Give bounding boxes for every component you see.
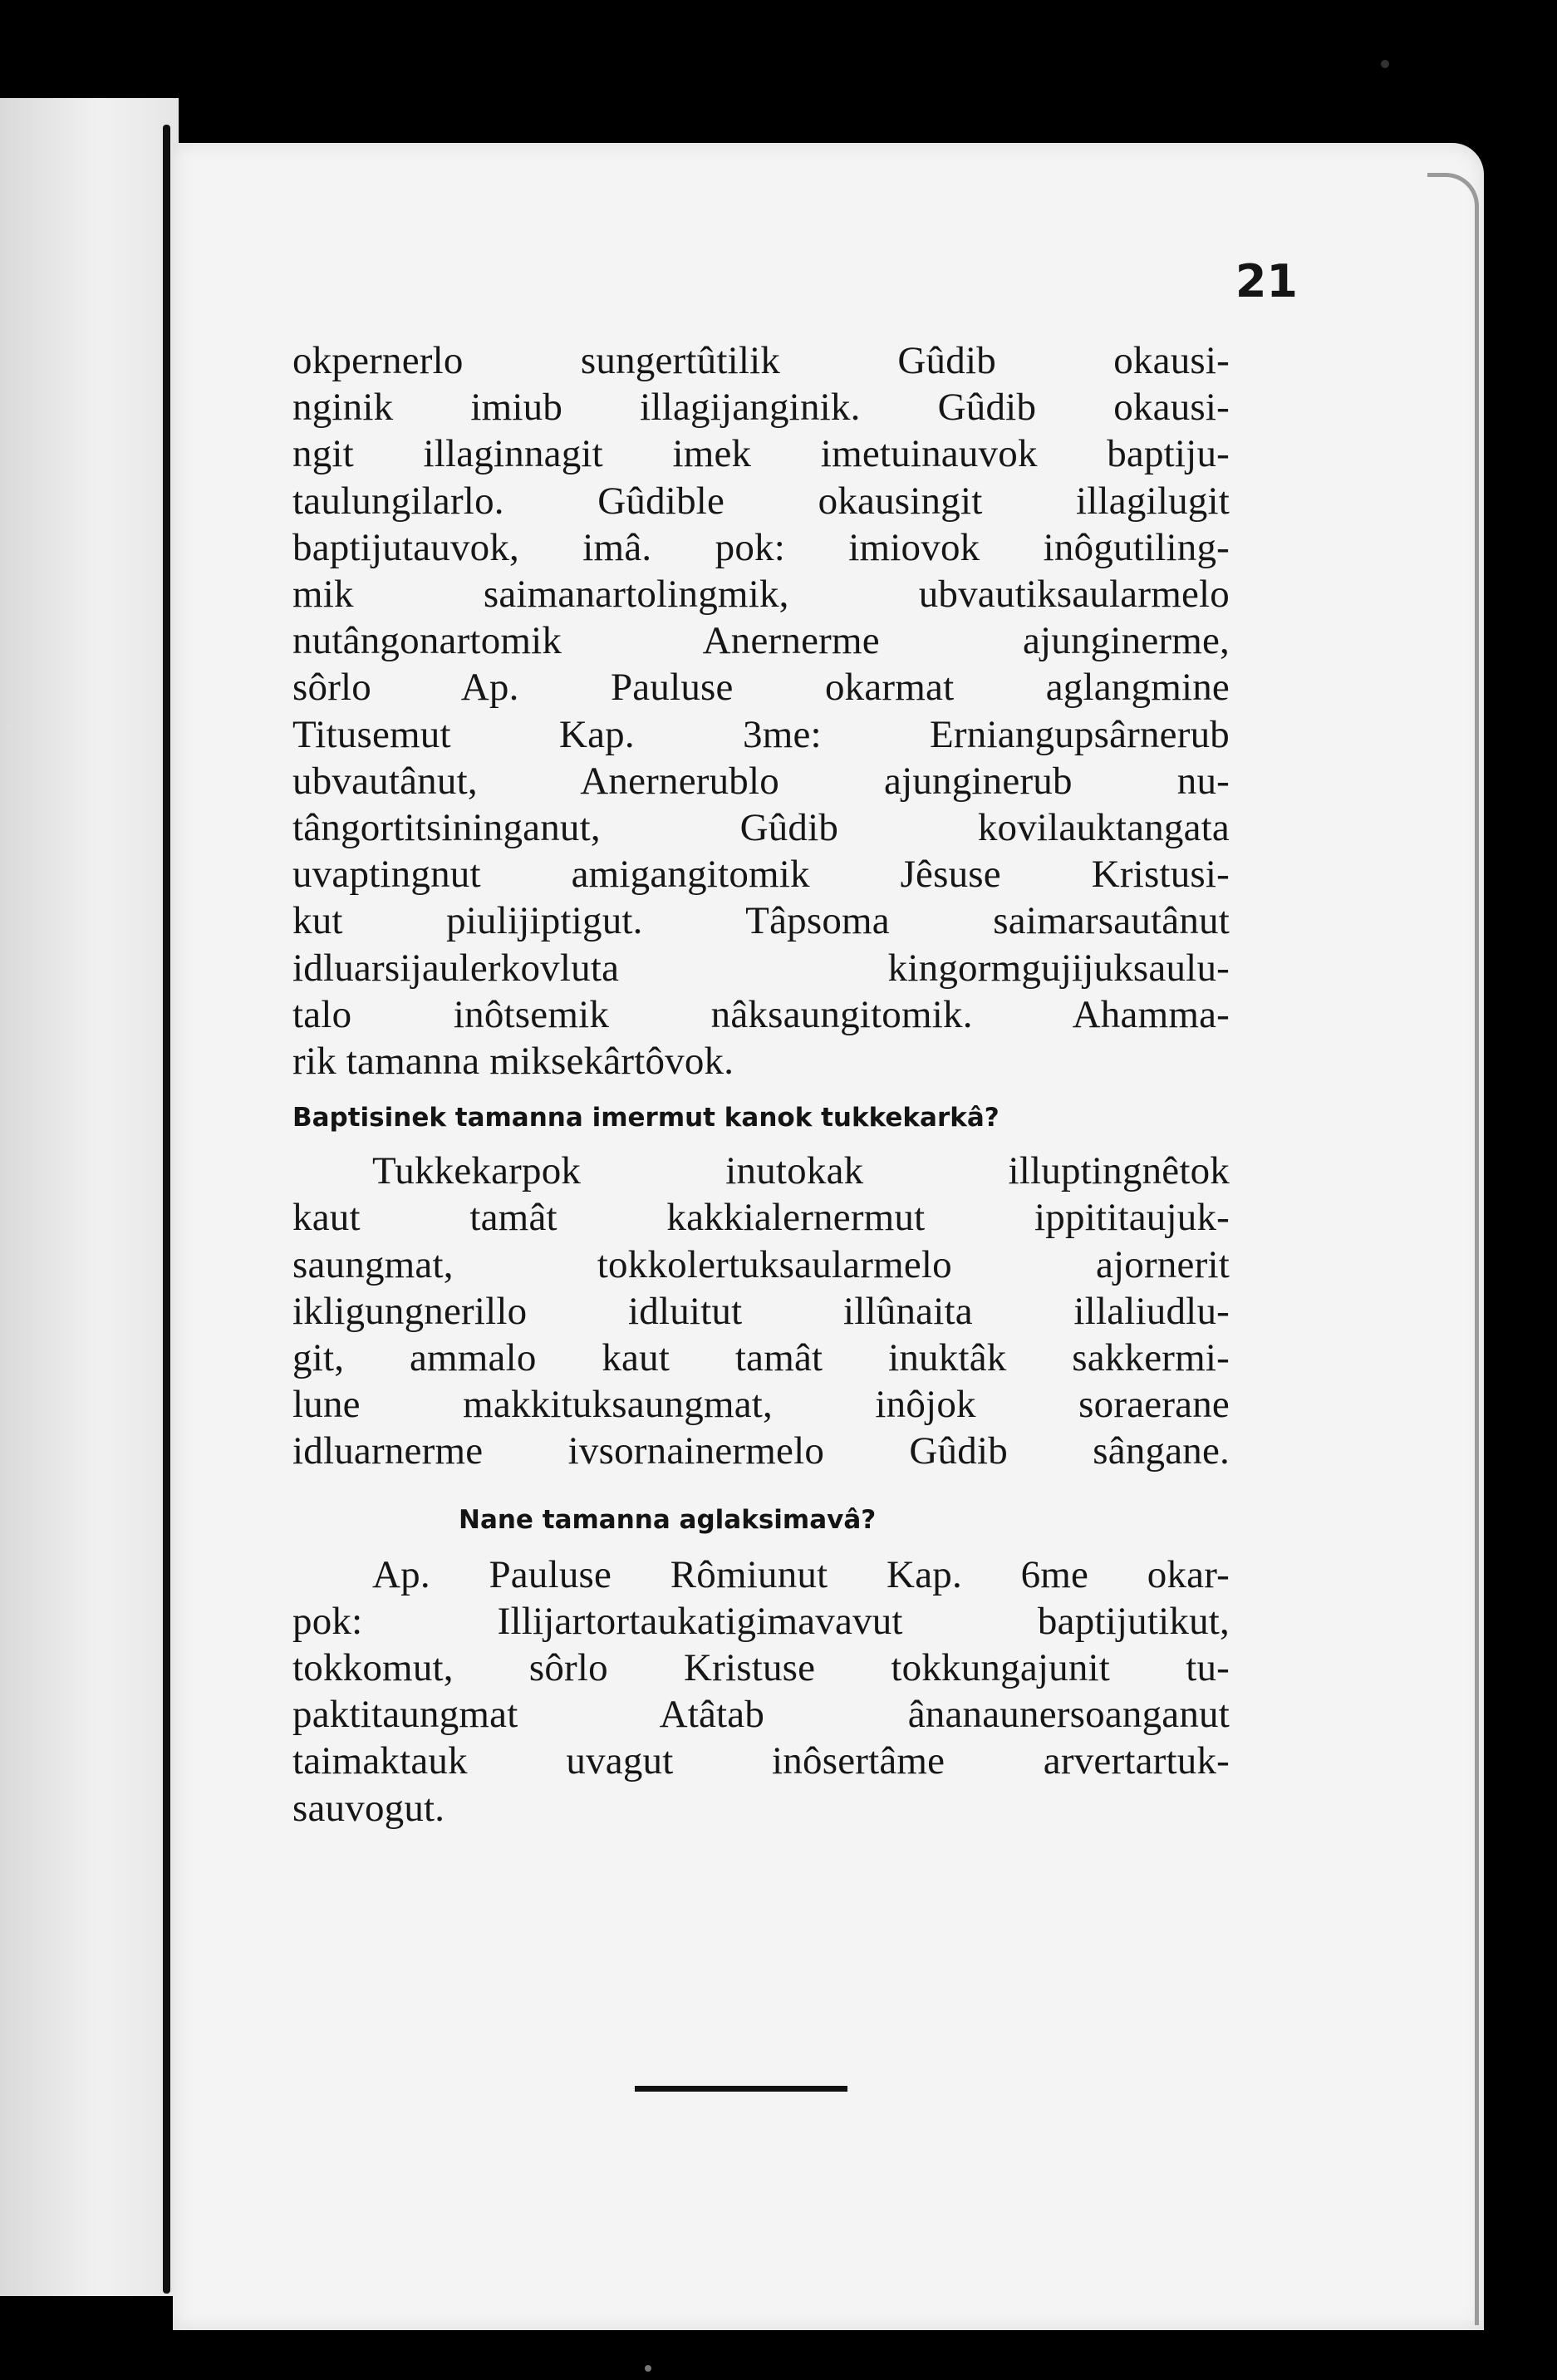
text-line: talo inôtsemik nâksaungitomik. Ahamma-: [292, 992, 1230, 1036]
text-line: sauvogut.: [292, 1786, 445, 1830]
text-line: saungmat, tokkolertuksaularmelo ajornerit: [292, 1242, 1230, 1286]
text-line: kut piulijiptigut. Tâpsoma saimarsautânut: [292, 899, 1230, 943]
text-line: Ap. Pauluse Rômiunut Kap. 6me okar-: [372, 1552, 1230, 1596]
scan-speck: [1381, 60, 1389, 68]
text-line: Titusemut Kap. 3me: Erniangupsârnerub: [292, 712, 1230, 756]
text-line: idluarnerme ivsornainermelo Gûdib sângane.: [292, 1429, 1230, 1473]
text-line: uvaptingnut amigangitomik Jêsuse Kristusi-: [292, 853, 1230, 897]
text-line: pok: Illijartortaukatigimavavut baptijutikut,: [292, 1599, 1230, 1643]
facing-page-strip: [0, 98, 179, 2296]
text-line: paktitaungmat Atâtab ânanaunersoanganut: [292, 1693, 1230, 1737]
question-heading-2: Nane tamanna aglaksimavâ?: [459, 1504, 877, 1535]
book-binding-edge: [163, 125, 170, 2294]
text-line: nutângonartomik Anernerme ajunginerme,: [292, 619, 1230, 663]
text-line: ubvautânut, Anernerublo ajunginerub nu-: [292, 759, 1230, 803]
question-heading-1: Baptisinek tamanna imermut kanok tukkekarkâ?: [292, 1103, 1000, 1133]
text-line: taimaktauk uvagut inôsertâme arvertartuk-: [292, 1739, 1230, 1783]
scan-speck: [645, 2365, 651, 2372]
text-line: sôrlo Ap. Pauluse okarmat aglangmine: [292, 666, 1230, 710]
text-line: rik tamanna miksekârtôvok.: [292, 1040, 734, 1084]
page-number: 21: [1235, 255, 1298, 307]
text-line: okpernerlo sungertûtilik Gûdib okausi-: [292, 339, 1230, 382]
text-line: baptijutauvok, imâ. pok: imiovok inôgutiling-: [292, 525, 1230, 569]
text-line: tokkomut, sôrlo Kristuse tokkungajunit tu-: [292, 1646, 1230, 1690]
text-line: taulungilarlo. Gûdible okausingit illagilugit: [292, 479, 1230, 523]
paragraph-1: [292, 337, 1230, 1084]
text-line: Tukkekarpok inutokak illuptingnêtok: [372, 1149, 1230, 1193]
text-line: lune makkituksaungmat, inôjok soraerane: [292, 1383, 1230, 1427]
paragraph-3: [292, 1551, 1230, 1832]
end-rule-divider: [635, 2086, 847, 2092]
text-line: git, ammalo kaut tamât inuktâk sakkermi-: [292, 1336, 1230, 1380]
text-line: tângortitsininganut, Gûdib kovilauktangata: [292, 806, 1230, 850]
page-text-body: [292, 337, 1230, 1832]
text-line: nginik imiub illagijanginik. Gûdib okausi-: [292, 386, 1230, 430]
scan-speck: [7, 723, 14, 730]
text-line: ngit illaginnagit imek imetuinauvok baptiju-: [292, 432, 1230, 476]
text-line: ikligungnerillo idluitut illûnaita illaliudlu-: [292, 1289, 1230, 1333]
text-line: idluarsijaulerkovluta kingormgujijuksaulu-: [292, 946, 1230, 990]
text-line: mik saimanartolingmik, ubvautiksaularmelo: [292, 573, 1230, 617]
page-edge-border: [1427, 173, 1479, 2325]
text-line: kaut tamât kakkialernermut ippititaujuk-: [292, 1196, 1230, 1240]
paragraph-2: [292, 1148, 1230, 1474]
